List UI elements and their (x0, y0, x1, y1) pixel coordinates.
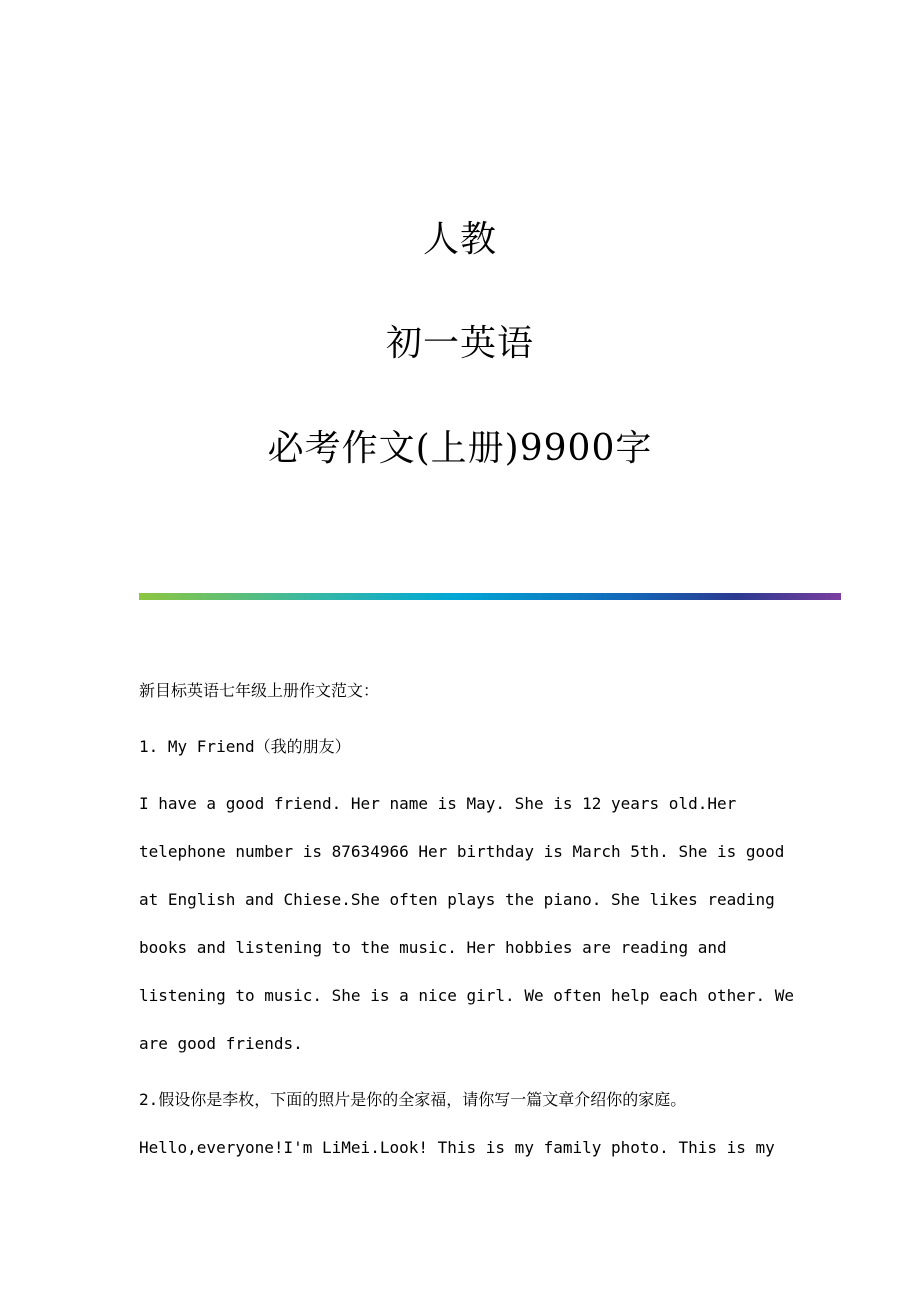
paragraph-line: at English and Chiese.She often plays the piano. She likes reading (139, 890, 775, 909)
title-line-2: 初一英语 (385, 323, 534, 364)
paragraph-line: are good friends. (139, 1034, 303, 1053)
paragraph-line: telephone number is 87634966 Her birthday is March 5th. She is good (139, 842, 785, 861)
title-line-1: 人教 (422, 219, 497, 260)
essay-heading-1: 1. My Friend（我的朋友） (139, 737, 351, 756)
essay-heading-2: 2.假设你是李枚，下面的照片是你的全家福，请你写一篇文章介绍你的家庭。 (139, 1090, 687, 1109)
gradient-divider (139, 593, 841, 600)
paragraph-line: Hello,everyone!I'm LiMei.Look! This is my family photo. This is my (139, 1138, 775, 1157)
paragraph-line: listening to music. She is a nice girl. We often help each other. We (139, 986, 795, 1005)
title-line-3: 必考作文(上册)9900字 (267, 428, 653, 469)
paragraph-line: books and listening to the music. Her hobbies are reading and (139, 938, 727, 957)
intro-line: 新目标英语七年级上册作文范文： (139, 681, 380, 700)
paragraph-line: I have a good friend. Her name is May. She is 12 years old.Her (139, 794, 737, 813)
